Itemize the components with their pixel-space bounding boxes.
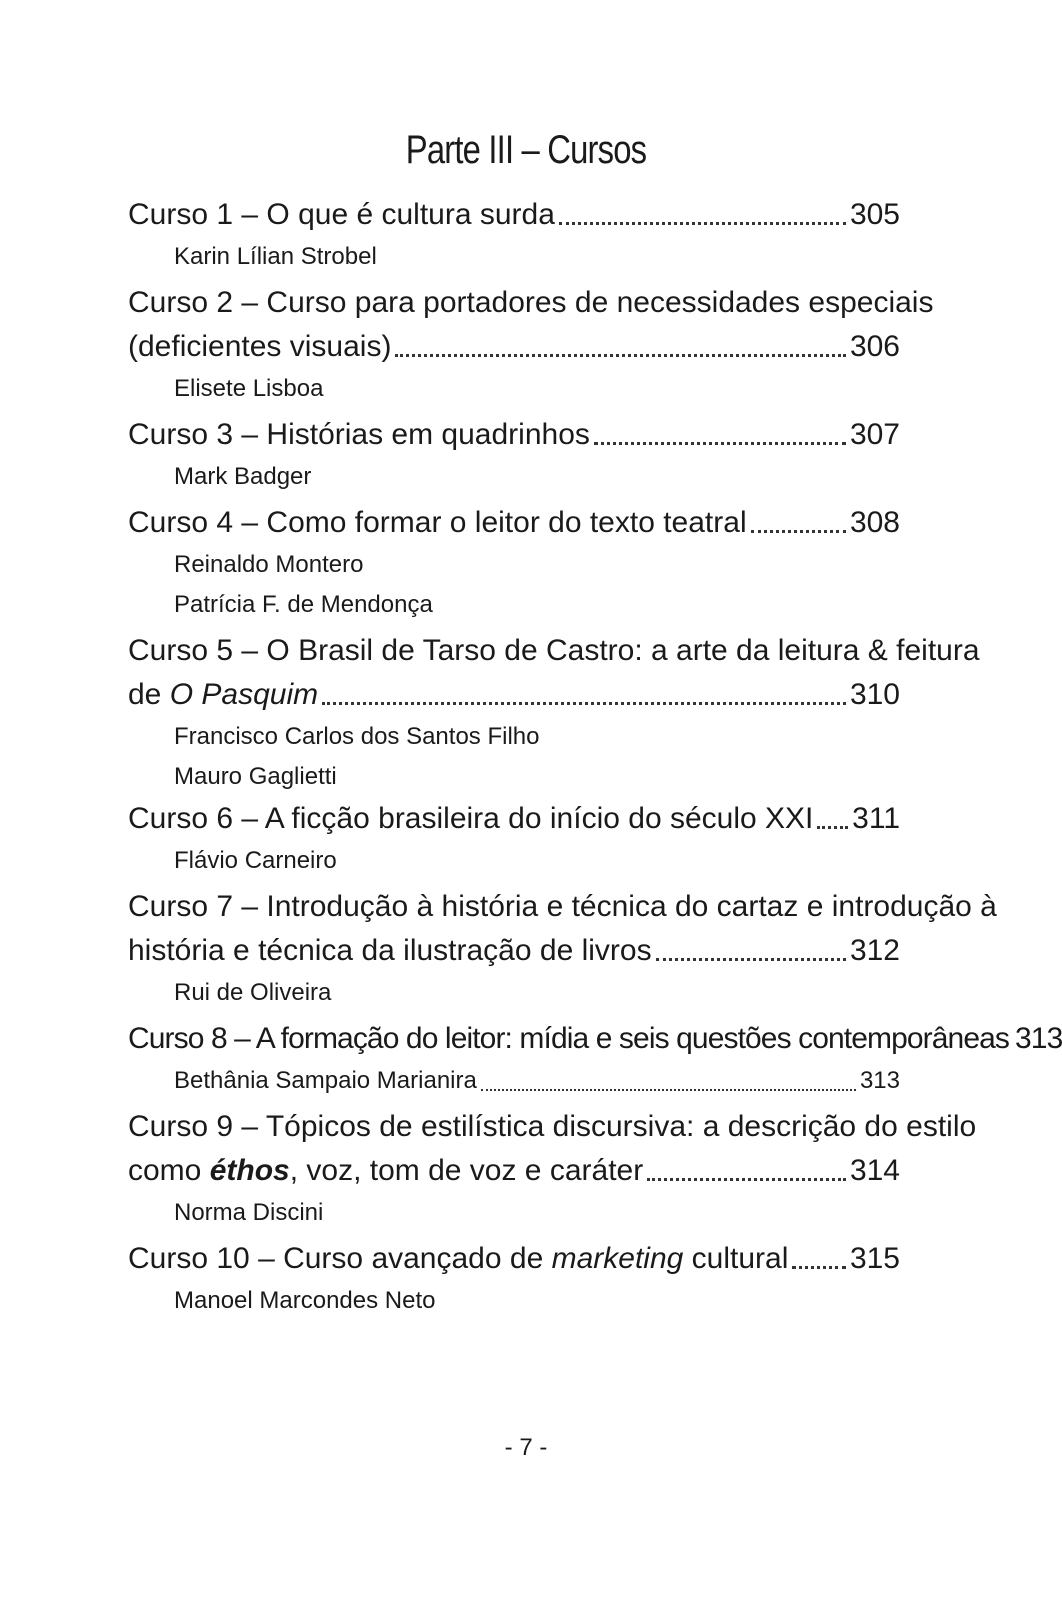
page-number: 312 (849, 934, 900, 967)
toc-entry-7-line-1[interactable] (128, 885, 997, 929)
entry-title: de O Pasquim (128, 678, 319, 711)
toc-entry-7-line-2[interactable] (128, 929, 900, 973)
author-name: Flávio Carneiro (174, 847, 337, 874)
entry-title: Curso 9 – Tópicos de estilística discursiva: a descrição do estilo (128, 1110, 977, 1143)
author-name: Rui de Oliveira (174, 979, 332, 1006)
dot-leader (395, 354, 846, 357)
dot-leader (481, 1089, 856, 1091)
dot-leader (656, 958, 846, 961)
toc-entry-2-line-2[interactable] (128, 325, 900, 369)
author-name: Norma Discini (174, 1199, 324, 1226)
author-name: Francisco Carlos dos Santos Filho (174, 723, 540, 750)
toc-entry-1[interactable] (128, 193, 900, 237)
dot-leader (817, 826, 848, 829)
page-number: 310 (849, 678, 900, 711)
entry-title: história e técnica da ilustração de livros (128, 934, 652, 967)
page-number: 308 (849, 506, 900, 539)
entry-title: Curso 6 – A ficção brasileira do início do século XXI (128, 802, 814, 835)
page-number: 307 (849, 418, 900, 451)
page-number: 313 (859, 1067, 900, 1094)
author-line (128, 1061, 900, 1101)
page-number: 313 (1015, 1022, 1062, 1055)
toc-entry-8[interactable] (128, 1017, 1062, 1061)
dot-leader (594, 442, 846, 445)
page-number: 314 (849, 1154, 900, 1187)
italic-title: O Pasquim (169, 678, 319, 711)
author-name: Bethânia Sampaio Marianira (174, 1067, 477, 1094)
author-name: Karin Lílian Strobel (174, 243, 377, 270)
toc-entry-2-line-1[interactable] (128, 281, 934, 325)
author-name: Patrícia F. de Mendonça (174, 591, 433, 618)
entry-title: Curso 7 – Introdução à história e técnica do cartaz e introdução à (128, 890, 997, 923)
toc-entry-10[interactable] (128, 1237, 900, 1281)
toc-entry-4[interactable] (128, 501, 900, 545)
entry-title: Curso 10 – Curso avançado de marketing cultural (128, 1242, 789, 1275)
entry-title: Curso 3 – Histórias em quadrinhos (128, 418, 590, 451)
italic-term: éthos (209, 1154, 290, 1187)
entry-title: Curso 5 – O Brasil de Tarso de Castro: a arte da leitura & feitura (128, 634, 980, 667)
toc-entry-9-line-1[interactable] (128, 1105, 977, 1149)
page-number: 315 (849, 1242, 900, 1275)
toc-entry-6[interactable] (128, 797, 900, 841)
toc-entry-5-line-1[interactable] (128, 629, 980, 673)
section-title: Parte III – Cursos (405, 128, 647, 172)
entry-title: Curso 1 – O que é cultura surda (128, 198, 555, 231)
toc-entry-9-line-2[interactable] (128, 1149, 900, 1193)
page-number: 306 (849, 330, 900, 363)
author-name: Manoel Marcondes Neto (174, 1287, 436, 1314)
author-name: Elisete Lisboa (174, 375, 324, 402)
dot-leader (792, 1266, 846, 1269)
italic-term: marketing (551, 1242, 684, 1275)
toc-entry-3[interactable] (128, 413, 900, 457)
author-name: Mauro Gaglietti (174, 763, 337, 790)
entry-title: como éthos, voz, tom de voz e caráter (128, 1154, 644, 1187)
page-number: 311 (852, 802, 900, 835)
table-of-contents (128, 193, 1062, 1321)
entry-title: Curso 4 – Como formar o leitor do texto teatral (128, 506, 747, 539)
dot-leader (647, 1178, 846, 1181)
page-number: 305 (849, 198, 900, 231)
dot-leader (751, 530, 846, 533)
entry-title: (deficientes visuais) (128, 330, 392, 363)
author-name: Reinaldo Montero (174, 551, 364, 578)
dot-leader (322, 702, 846, 705)
toc-entry-5-line-2[interactable] (128, 673, 900, 717)
page-footer-number: - 7 - (504, 1434, 548, 1461)
dot-leader (559, 222, 846, 225)
entry-title: Curso 8 – A formação do leitor: mídia e seis questões contemporâneas (128, 1022, 1009, 1055)
author-name: Mark Badger (174, 463, 312, 490)
entry-title: Curso 2 – Curso para portadores de necessidades especiais (128, 286, 934, 319)
